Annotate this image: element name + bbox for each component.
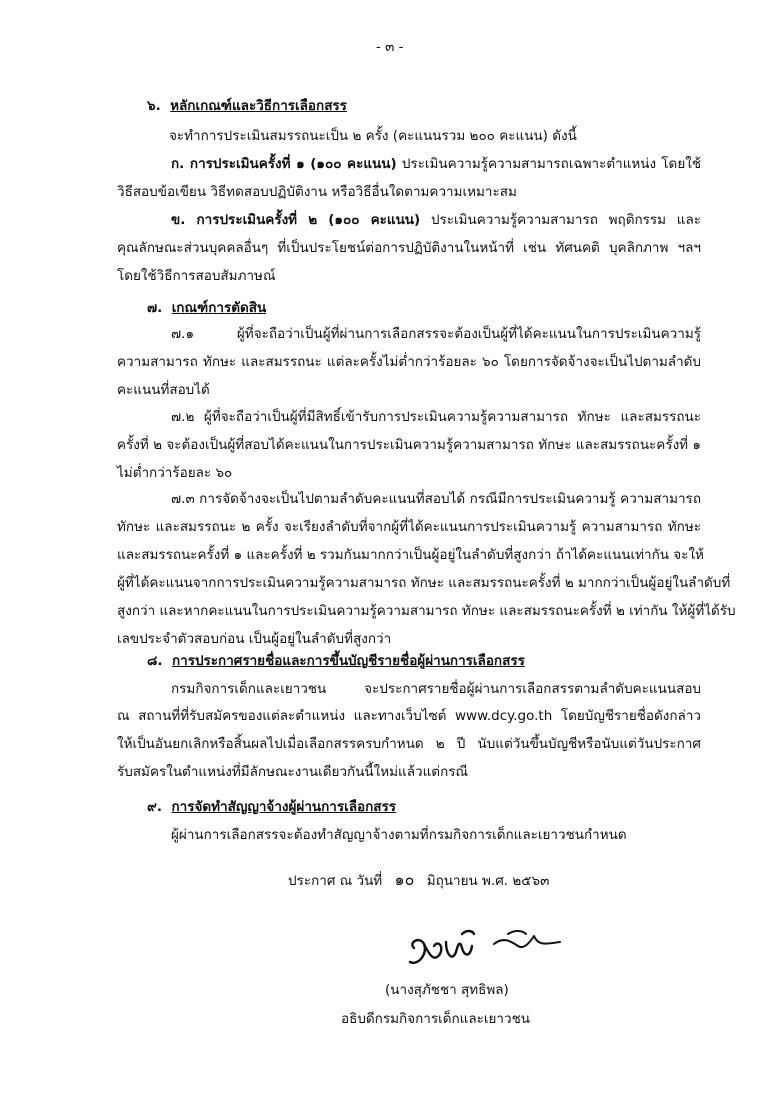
section-7-3-line4: ผู้ที่ได้คะแนนจากการประเมินความรู้ความสามารถ ทักษะ และสมรรถนะครั้งที่ ๒ มากกว่าเป็นผู้อยู่ในลำดับที่ [117, 575, 731, 591]
section-7-2-line1: ๗.๒ ผู้ที่จะถือว่าเป็นผู้ที่มีสิทธิ์เข้ารับการประเมินความรู้ความสามารถ ทักษะ และสมรรถนะ [171, 409, 701, 425]
criteria-b-text: ประเมินความรู้ความสามารถ พฤติกรรม และ [430, 212, 701, 228]
section-7-1-line3: คะแนนที่สอบได้ [117, 382, 210, 398]
section-7-2-line3: ไม่ต่ำกว่าร้อยละ ๖๐ [117, 465, 233, 481]
section-9-line1: ผู้ผ่านการเลือกสรรจะต้องทำสัญญาจ้างตามที่กรมกิจการเด็กและเยาวชนกำหนด [171, 827, 627, 843]
section-title: เกณฑ์การตัดสิน [171, 300, 267, 316]
section-6-b-line1 [171, 210, 701, 230]
section-8-line1: กรมกิจการเด็กและเยาวชน จะประกาศรายชื่อผู้ผ่านการเลือกสรรตามลำดับคะแนนสอบ [171, 681, 701, 697]
section-number: ๗. [147, 300, 163, 316]
section-title: หลักเกณฑ์และวิธีการเลือกสรร [170, 98, 347, 114]
section-7-heading [147, 298, 266, 318]
section-6-intro: จะทำการประเมินสมรรถนะเป็น ๒ ครั้ง (คะแนนรวม ๒๐๐ คะแนน) ดังนี้ [169, 128, 577, 144]
section-title: การประกาศรายชื่อและการขึ้นบัญชีรายชื่อผู้ผ่านการเลือกสรร [171, 653, 525, 669]
section-6-a-line2: วิธีสอบข้อเขียน วิธีทดสอบปฏิบัติงาน หรือวิธีอื่นใดตามความเหมาะสม [117, 184, 517, 200]
section-7-3-line6: เลขประจำตัวสอบก่อน เป็นผู้อยู่ในลำดับที่สูงกว่า [117, 631, 392, 647]
criteria-a-text: ประเมินความรู้ความสามารถเฉพาะตำแหน่ง โดยใช้ [401, 156, 701, 172]
section-8-line3: ให้เป็นอันยกเลิกหรือสิ้นผลไปเมื่อเลือกสรรครบกำหนด ๒ ปี นับแต่วันขึ้นบัญชีหรือนับแต่วันประกาศ [117, 736, 701, 752]
section-7-3-line3: และสมรรถนะครั้งที่ ๑ และครั้งที่ ๒ รวมกันมากกว่าเป็นผู้อยู่ในลำดับที่สูงกว่า ถ้าได้คะแนนเท่ากัน จะให้ [117, 547, 704, 563]
section-number: ๖. [147, 98, 161, 114]
signature-image [400, 922, 580, 982]
announce-month-year: มิถุนายน พ.ศ. ๒๕๖๓ [426, 873, 550, 889]
section-6-b-line3: โดยใช้วิธีการสอบสัมภาษณ์ [117, 268, 276, 284]
section-8-line2: ณ สถานที่ที่รับสมัครของแต่ละตำแหน่ง และทางเว็บไซต์ www.dcy.go.th โดยบัญชีรายชื่อดังกล่าว [117, 708, 701, 724]
signer-name: (นางสุภัชชา สุทธิพล) [385, 982, 509, 998]
section-8-heading [147, 651, 525, 671]
section-7-2-line2: ครั้งที่ ๒ จะต้องเป็นผู้ที่สอบได้คะแนนในการประเมินความรู้ความสามารถ ทักษะ และสมรรถนะครั้งที่ ๑ [117, 437, 701, 453]
section-7-1-line2: ความสามารถ ทักษะ และสมรรถนะ แต่ละครั้งไม่ต่ำกว่าร้อยละ ๖๐ โดยการจัดจ้างจะเป็นไปตามลำดับ [117, 354, 701, 370]
section-number: ๙. [147, 799, 163, 815]
signer-title: อธิบดีกรมกิจการเด็กและเยาวชน [341, 1011, 530, 1027]
announce-prefix: ประกาศ ณ วันที่ [288, 873, 383, 889]
announcement-date [288, 870, 549, 891]
section-title: การจัดทำสัญญาจ้างผู้ผ่านการเลือกสรร [171, 799, 397, 815]
section-9-heading [147, 797, 396, 817]
section-7-3-line5: สูงกว่า และหากคะแนนในการประเมินความรู้ความสามารถ ทักษะ และสมรรถนะครั้งที่ ๒ เท่ากัน ให้ผู้ที่ได้รับ [117, 603, 736, 619]
section-6-b-line2: คุณลักษณะส่วนบุคคลอื่นๆ ที่เป็นประโยชน์ต่อการปฏิบัติงานในหน้าที่ เช่น ทัศนคติ บุคลิกภาพ ฯลฯ [117, 240, 701, 256]
section-number: ๘. [147, 653, 163, 669]
section-7-3-line2: ทักษะ และสมรรถนะ ๒ ครั้ง จะเรียงลำดับที่จากผู้ที่ได้คะแนนการประเมินความรู้ ความสามารถ ทักษะ [117, 519, 701, 535]
criteria-b-label: ข. การประเมินครั้งที่ ๒ (๑๐๐ คะแนน) [171, 212, 421, 228]
section-7-3-line1: ๗.๓ การจัดจ้างจะเป็นไปตามลำดับคะแนนที่สอบได้ กรณีมีการประเมินความรู้ ความสามารถ [171, 491, 701, 507]
section-6-a-line1 [171, 154, 701, 174]
section-8-line4: รับสมัครในตำแหน่งที่มีลักษณะงานเดียวกันนี้ใหม่แล้วแต่กรณี [117, 764, 469, 780]
criteria-a-label: ก. การประเมินครั้งที่ ๑ (๑๐๐ คะแนน) [171, 156, 397, 172]
section-6-heading [147, 96, 347, 116]
page-number: - ๓ - [376, 39, 404, 55]
announce-day: ๑๐ [394, 870, 415, 889]
section-7-1-line1: ๗.๑ ผู้ที่จะถือว่าเป็นผู้ที่ผ่านการเลือกสรรจะต้องเป็นผู้ที่ได้คะแนนในการประเมินความรู้ [171, 326, 701, 342]
